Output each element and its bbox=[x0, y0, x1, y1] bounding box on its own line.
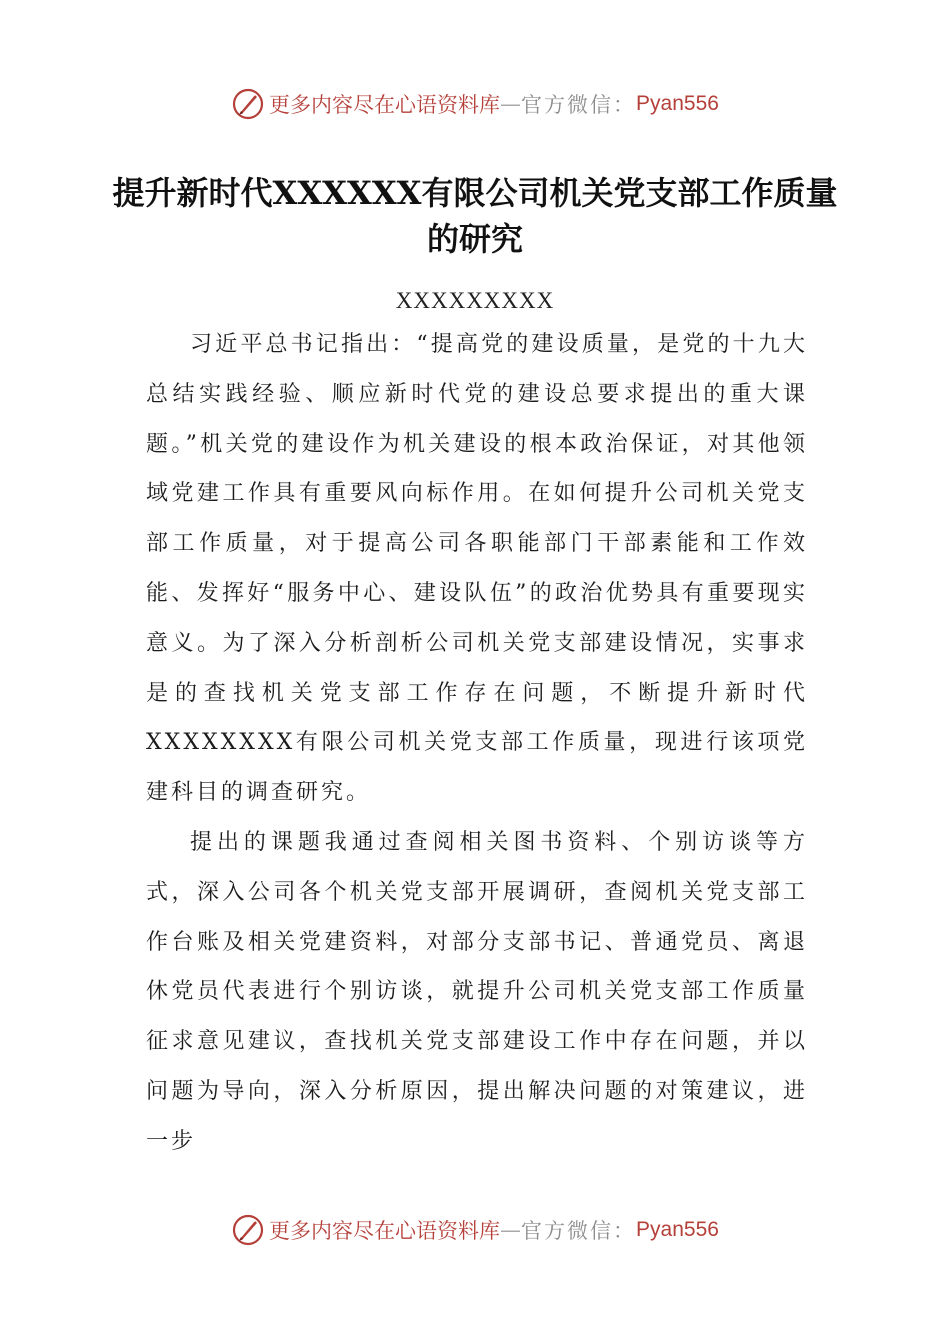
header-banner bbox=[0, 82, 950, 126]
banner-wechat-label: 官方微信： bbox=[521, 93, 637, 117]
paragraph-2: 提出的课题我通过查阅相关图书资料、个别访谈等方式，深入公司各个机关党支部开展调研，查阅机关党支部工作台账及相关党建资料，对部分支部书记、普通党员、离退休党员代表进行个别访谈，就提升公司机关党支部工作质量征求意见建议，查找机关党支部建设工作中存在问题，并以问题为导向，深入分析原因，提出解决问题的对策建议，进一步 bbox=[146, 829, 808, 1154]
quill-logo-icon bbox=[231, 1213, 265, 1247]
quill-logo-icon bbox=[231, 87, 265, 121]
banner-wechat-label: 官方微信： bbox=[521, 1219, 637, 1243]
document-body bbox=[146, 320, 808, 1167]
banner-slogan: 更多内容尽在心语资料库 bbox=[269, 1219, 501, 1243]
paragraph-1: 习近平总书记指出：“提高党的建设质量，是党的十九大总结实践经验、顺应新时代党的建设总要求提出的重大课题。”机关党的建设作为机关建设的根本政治保证，对其他领域党建工作具有重要风向标作用。在如何提升公司机关党支部工作质量，对于提高公司各职能部门干部素能和工作效能、发挥好“服务中心、建设队伍”的政治优势具有重要现实意义。为了深入分析剖析公司机关党支部建设情况，实事求是的查找机关党支部工作存在问题，不断提升新时代XXXXXXXX有限公司机关党支部工作质量，现进行该项党建科目的调查研究。 bbox=[146, 332, 808, 806]
footer-banner bbox=[0, 1208, 950, 1252]
document-title: 提升新时代XXXXXX有限公司机关党支部工作质量的研究 bbox=[112, 174, 838, 258]
banner-dash: — bbox=[500, 92, 522, 116]
banner-wechat-id: Pyan556 bbox=[636, 1218, 719, 1241]
document-author: XXXXXXXXX bbox=[395, 288, 555, 313]
banner-dash: — bbox=[500, 1218, 522, 1242]
banner-slogan: 更多内容尽在心语资料库 bbox=[269, 93, 501, 117]
banner-wechat-id: Pyan556 bbox=[636, 92, 719, 115]
